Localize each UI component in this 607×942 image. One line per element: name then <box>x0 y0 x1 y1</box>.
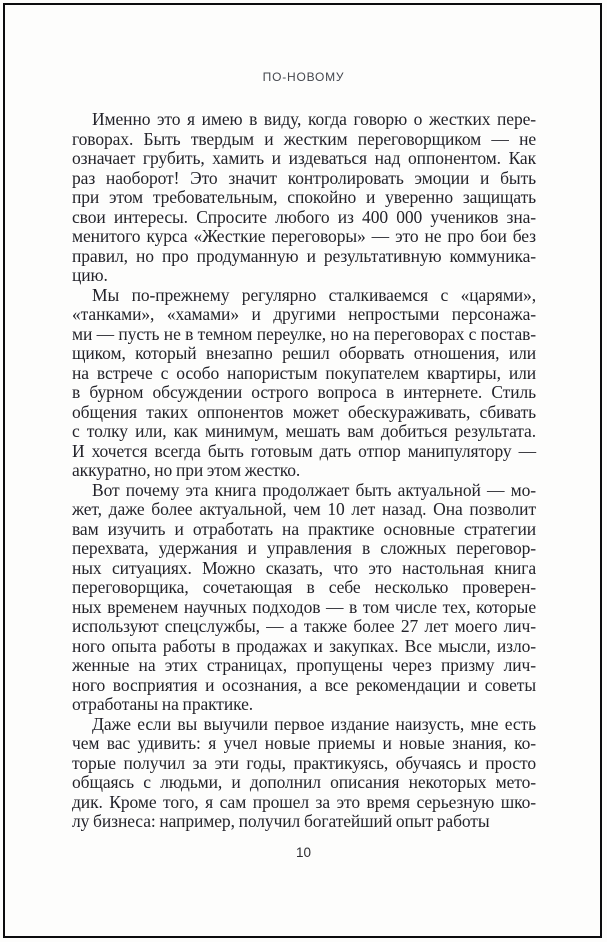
text-line: означает грубить, хамить и издеваться над оппонентом. Как <box>72 148 536 168</box>
text-line: Мы по-прежнему регулярно сталкиваемся с «царями», <box>92 284 536 305</box>
text-line: раз наоборот! Это значит контролировать эмоции и быть <box>72 167 536 188</box>
text-line: вам изучить и отработать на практике основные стратегии <box>72 518 536 539</box>
text-line: говорах. Быть твердым и жестким переговорщиком — не <box>72 128 536 149</box>
text-line: используют спецслужбы, — а также более 27 лет моего лич- <box>72 616 536 636</box>
paragraph <box>72 110 536 286</box>
body-text <box>72 110 536 832</box>
text-line: свои интересы. Спросите любого из 400 000 учеников зна- <box>72 206 536 227</box>
text-line: ных ситуациях. Можно сказать, что это настольная книга <box>72 557 536 578</box>
text-line: жет, даже более актуальной, чем 10 лет назад. Она позволит <box>72 499 536 519</box>
text-line: чем вас удивить: я учел новые приемы и новые знания, ко- <box>72 733 536 753</box>
text-line: лу бизнеса: например, получил богатейший опыт работы <box>72 811 490 831</box>
text-line: отработаны на практике. <box>72 694 254 714</box>
text-line: женные на этих страницах, пропущены через призму лич- <box>72 655 536 675</box>
text-line: ного восприятия и осознания, а все рекомендации и советы <box>72 674 536 695</box>
text-line: переговорщика, сочетающая в себе несколько проверен- <box>72 577 536 597</box>
paragraph <box>72 715 536 832</box>
text-line: правил, но про продуманную и результативную коммуника- <box>72 245 536 266</box>
text-line: цию. <box>72 265 108 285</box>
text-line: И хочется всегда быть готовым дать отпор манипулятору — <box>72 440 536 461</box>
text-line: менитого курса «Жесткие переговоры» — это не про бои без <box>72 226 536 246</box>
text-line: ми — пусть не в темном переулке, но на переговорах с постав- <box>72 323 536 344</box>
text-line: дик. Кроме того, я сам прошел за это время серьезную шко- <box>72 791 536 812</box>
running-head: ПО-НОВОМУ <box>262 70 345 84</box>
paragraph <box>72 481 536 715</box>
text-line: на встрече с особо напористым покупателем квартиры, или <box>72 362 536 383</box>
text-line: торые получил за эти годы, практикуясь, обучаясь и просто <box>72 752 536 773</box>
paragraph <box>72 286 536 481</box>
text-line: Даже если вы выучили первое издание наизусть, мне есть <box>92 713 536 734</box>
text-line: щиком, который внезапно решил оборвать отношения, или <box>72 343 536 363</box>
text-line: при этом требовательным, спокойно и уверенно защищать <box>72 187 536 207</box>
text-line: в бурном обсуждении острого вопроса в интернете. Стиль <box>72 382 536 402</box>
text-line: «танками», «хамами» и другими непростыми персонажа- <box>72 304 536 324</box>
text-line: Вот почему эта книга продолжает быть актуальной — мо- <box>92 479 536 500</box>
text-line: ных временем научных подходов — в том числе тех, которые <box>72 596 536 617</box>
text-line: с толку или, как минимум, мешать вам добиться результата. <box>72 421 536 441</box>
text-line: общения таких оппонентов может обескураживать, сбивать <box>72 401 536 422</box>
text-line: Именно это я имею в виду, когда говорю о жестких пере- <box>92 109 536 129</box>
page-number: 10 <box>295 845 312 860</box>
text-line: общаясь с людьми, и дополнил описания некоторых мето- <box>72 772 536 792</box>
text-line: ного опыта работы в продажах и закупках. Все мысли, изло- <box>72 635 536 656</box>
text-line: перехвата, удержания и управления в сложных переговор- <box>72 538 536 558</box>
text-line: аккуратно, но при этом жестко. <box>72 460 301 480</box>
